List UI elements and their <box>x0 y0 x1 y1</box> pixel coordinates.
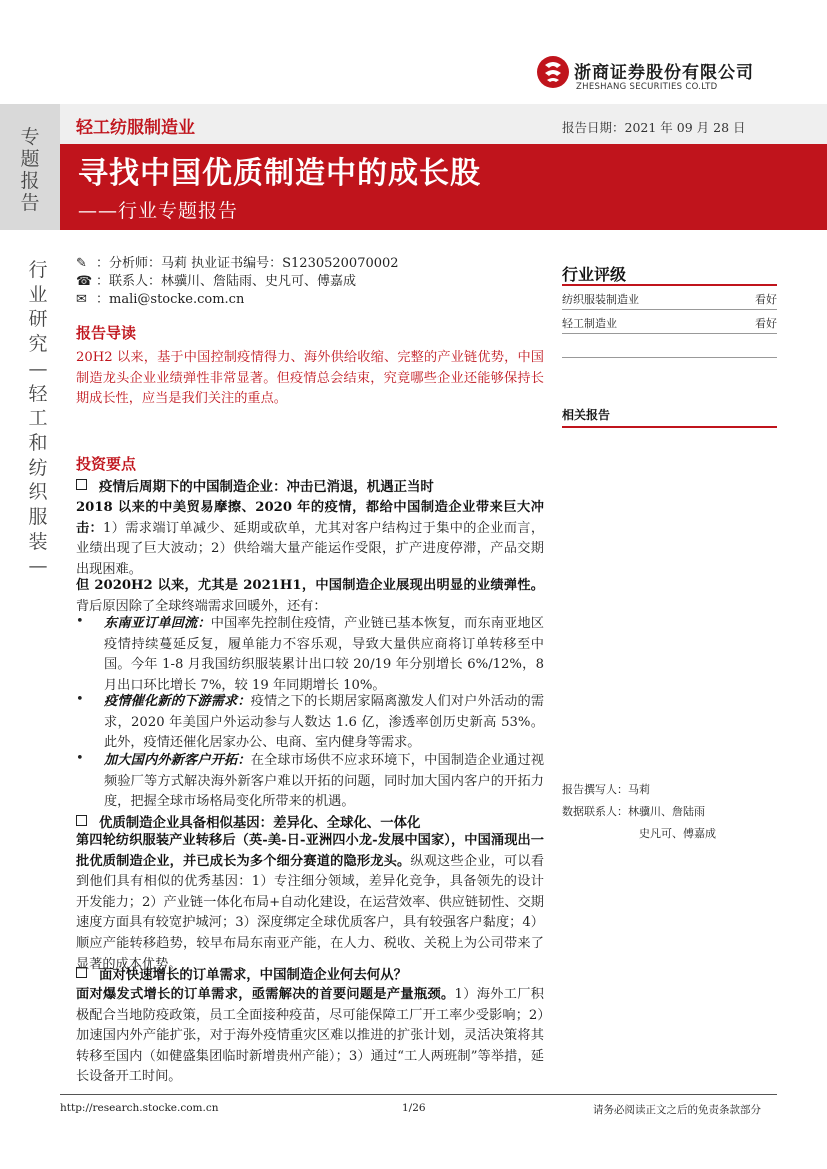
invest-heading: 投资要点 <box>76 455 137 473</box>
mail-icon: ✉ <box>76 292 87 307</box>
checkbox-square-icon <box>76 967 87 978</box>
contacts-text: ：联系人：林骥川、詹陆雨、史凡可、傅嘉成 <box>96 274 357 289</box>
guide-text: 20H2 以来，基于中国控制疫情得力、海外供给收缩、完整的产业链优势，中国制造龙头企业业绩弹性非常显著。但疫情总会结束，究竟哪些企业还能够保持长期成长性，应当是我们关注的重点。 <box>76 350 544 407</box>
industry-title: 轻工纺服制造业 <box>76 118 195 138</box>
page-subtitle: ——行业专题报告 <box>78 200 239 222</box>
footer-url-link[interactable]: http://research.stocke.com.cn <box>60 1102 219 1114</box>
related-divider <box>562 426 777 428</box>
vertical-section-label: 行业研究—轻工和纺织服装— <box>28 259 48 578</box>
rating-divider <box>562 284 777 286</box>
disclaimer-note: 请务必阅读正文之后的免责条款部分 <box>593 1104 761 1116</box>
bullet-southeast-asia: 东南亚订单回流：中国率先控制住疫情，产业链已基本恢复，而东南亚地区疫情持续蔓延反复，履单能力不容乐观，导致大量供应商将订单转移至中国。今年 1-8 月我国纺织服装累计出口较 20/19 年分别增长 6%/12%，8 月出口环比增长 7%，较 19 年同期增长 10%。 <box>104 616 544 693</box>
data-contacts: 数据联系人：林骥川、詹陆雨 <box>562 805 705 818</box>
bullet-new-customers: 加大国内外新客户开拓：在全球市场供不应求环境下，中国制造企业通过视频验厂等方式解决海外新客户难以开拓的问题，同时加大国内客户的开拓力度，把握全球市场格局变化所带来的机遇。 <box>104 753 544 810</box>
bullet-dot: • <box>76 751 84 766</box>
footer-divider <box>60 1094 777 1095</box>
bullet-dot: • <box>76 614 84 629</box>
report-writer: 报告撰写人：马莉 <box>562 783 650 796</box>
report-type-label: 专题报告 <box>20 126 40 214</box>
rating-divider <box>562 333 777 334</box>
section-1-para-1: 2018 以来的中美贸易摩擦、2020 年的疫情，都给中国制造企业带来巨大冲击：1）需求端订单减少、延期或砍单，尤其对客户结构过于集中的企业而言，业绩出现了巨大波动；2）供给端大量产能运作受限，扩产进度停滞，产品交期出现困难。 <box>76 500 545 577</box>
contacts-row <box>76 270 356 289</box>
checkbox-square-icon <box>76 479 87 490</box>
section-1-heading: 疫情后周期下的中国制造企业：冲击已消退，机遇正当时 <box>76 476 434 495</box>
bullet-dot: • <box>76 692 84 707</box>
section-1-para-2: 但 2020H2 以来，尤其是 2021H1，中国制造企业展现出明显的业绩弹性。背后原因除了全球终端需求回暖外，还有： <box>76 578 544 614</box>
related-reports-heading: 相关报告 <box>562 408 611 422</box>
rating-row: 纺织服装制造业 看好 <box>562 293 777 306</box>
report-date: 报告日期：2021 年 09 月 28 日 <box>562 120 746 135</box>
page-number: 1/26 <box>402 1102 426 1114</box>
bullet-new-demand: 疫情催化新的下游需求：疫情之下的长期居家隔离激发人们对户外活动的需求，2020 年美国户外运动参与人数达 1.6 亿，渗透率创历史新高 53%。此外，疫情还催化居家办公、电商、室内健身等需求。 <box>104 694 544 751</box>
checkbox-square-icon <box>76 815 87 826</box>
rating-heading: 行业评级 <box>562 265 627 284</box>
email-text[interactable]: ：mali@stocke.com.cn <box>96 292 245 307</box>
rating-divider <box>562 357 777 358</box>
pen-icon: ✎ <box>76 256 87 271</box>
section-3-heading: 面对快速增长的订单需求，中国制造企业何去何从？ <box>76 964 407 983</box>
email-row[interactable] <box>76 288 244 307</box>
guide-heading: 报告导读 <box>76 324 137 342</box>
rating-row: 轻工制造业 看好 <box>562 317 777 330</box>
section-3-para: 面对爆发式增长的订单需求，亟需解决的首要问题是产量瓶颈。1）海外工厂积极配合当地防疫政策，员工全面接种疫苗，尽可能保障工厂开工率少受影响；2）加速国内外产能扩张，对于海外疫情重灾区难以推进的扩张计划，灵活决策将其转移至国内（如健盛集团临时新增贵州产能）；3）通过“工人两班制”等举措，延长设备开工时间。 <box>76 987 544 1085</box>
rating-divider <box>562 309 777 310</box>
data-contacts-line2: 史凡可、傅嘉成 <box>639 827 716 840</box>
company-name-en: ZHESHANG SECURITIES CO.LTD <box>576 82 718 92</box>
analyst-text: ：分析师：马莉 执业证书编号：S1230520070002 <box>96 256 399 271</box>
section-2-heading: 优质制造企业具备相似基因：差异化、全球化、一体化 <box>76 812 420 831</box>
section-2-para: 第四轮纺织服装产业转移后（英-美-日-亚洲四小龙-发展中国家），中国涌现出一批优质制造企业，并已成长为多个细分赛道的隐形龙头。纵观这些企业，可以看到他们具有相似的优秀基因：1）专注细分领域，差异化竞争，具备领先的设计开发能力；2）产业链一体化布局+自动化建设，在运营效率、供应链韧性、交期速度方面具有较宽护城河；3）深度绑定全球优质客户，具有较强客户黏度；4）顺应产能转移趋势，较早布局东南亚产能，在人力、税收、关税上为公司带来了显著的成本优势。 <box>76 833 545 972</box>
page-title: 寻找中国优质制造中的成长股 <box>78 156 481 191</box>
phone-icon: ☎ <box>76 274 93 289</box>
analyst-row <box>76 252 399 271</box>
zheshang-logo-icon <box>536 55 570 89</box>
company-name-cn: 浙商证券股份有限公司 <box>574 63 754 83</box>
